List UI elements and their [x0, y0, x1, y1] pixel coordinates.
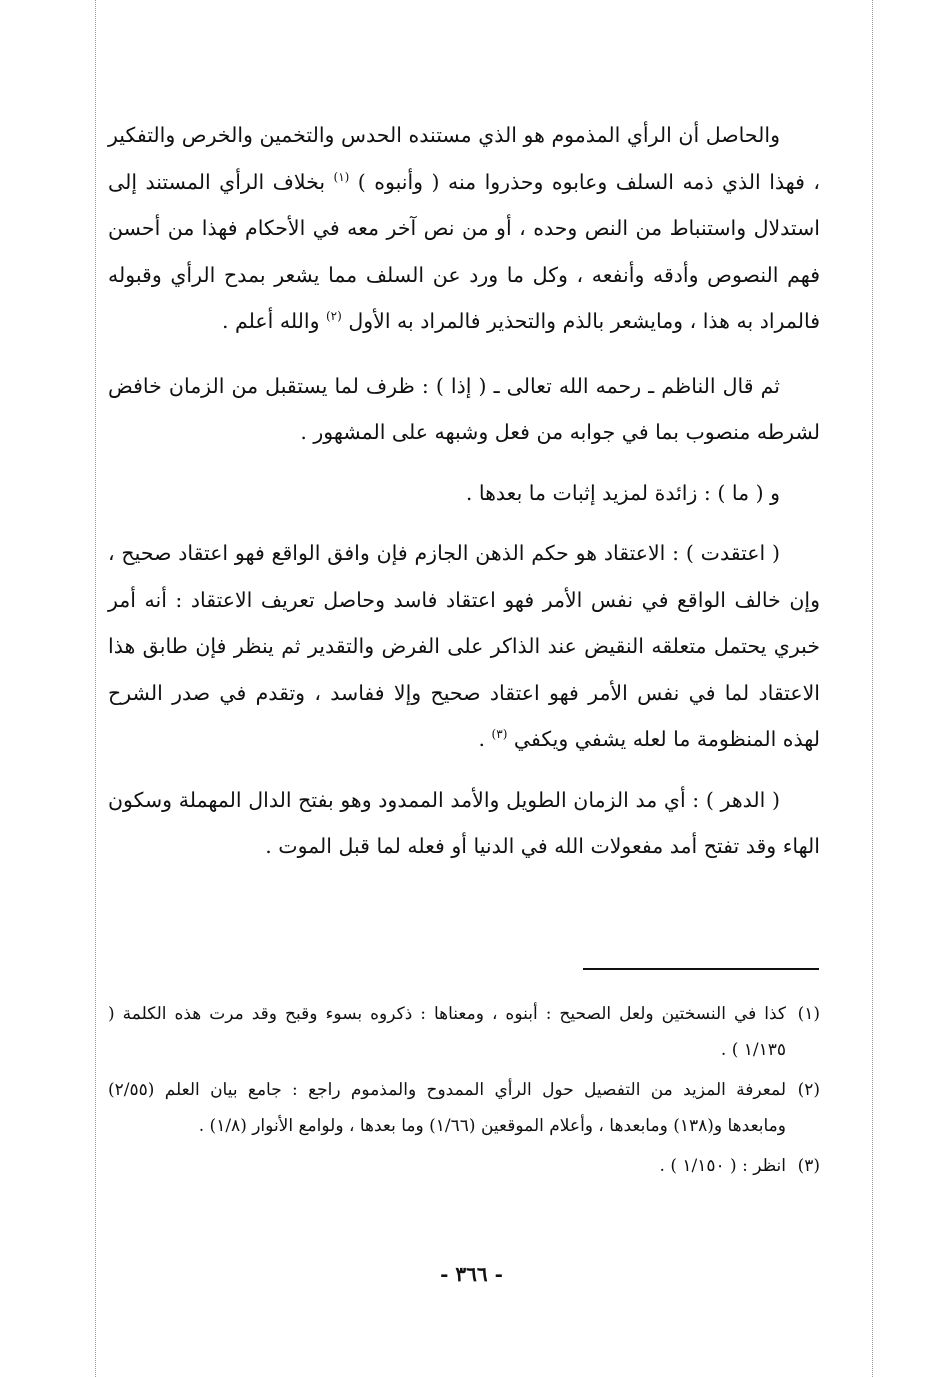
footnote-number: (١)	[797, 1004, 820, 1024]
footnote-ref-2: (٢)	[325, 309, 342, 324]
footnote-item	[108, 1072, 820, 1144]
footnote-number: (٣)	[797, 1156, 820, 1176]
footnote-number: (٢)	[797, 1080, 820, 1100]
footnote-item	[108, 996, 820, 1068]
paragraph-text: والحاصل أن الرأي المذموم هو الذي مستنده الحدس والتخمين والخرص والتفكير ، فهذا الذي ذمه السلف وعابوه وحذروا منه ( وأنبوه )	[108, 123, 820, 194]
footnote-text: لمعرفة المزيد من التفصيل حول الرأي الممدوح والمذموم راجع : جامع بيان العلم (٢/٥٥) ومابعدها و(١٣٨) ومابعدها ، وأعلام الموقعين (١/٦٦) وما بعدها ، ولوامع الأنوار (١/٨) .	[108, 1080, 786, 1136]
main-text	[108, 112, 820, 870]
left-margin-guide	[95, 0, 96, 1377]
paragraph-text: بخلاف الرأي المستند إلى استدلال واستنباط من النص وحده ، أو من نص آخر معه في الأحكام فهذا من أحسن فهم النصوص وأدقه وأنفعه ، وكل ما ورد عن السلف مما يشعر بمدح الرأي وقبوله فالمراد به هذا ، ومايشعر بالذم والتحذير فالمراد به الأول	[108, 169, 820, 333]
paragraph-itiqad	[108, 530, 820, 763]
footnote-item	[108, 1148, 820, 1184]
footnotes	[108, 996, 820, 1188]
paragraph-text: والله أعلم .	[221, 309, 326, 333]
paragraph-reasoning	[108, 112, 820, 345]
paragraph-text: .	[478, 727, 492, 751]
footnote-ref-3: (٣)	[491, 727, 508, 742]
paragraph-ma: و ( ما ) : زائدة لمزيد إثبات ما بعدها .	[465, 480, 780, 505]
page-number: - ٣٦٦ -	[440, 1262, 503, 1286]
paragraph-text: ( اعتقدت ) : الاعتقاد هو حكم الذهن الجازم فإن وافق الواقع فهو اعتقاد صحيح ، وإن خالف الواقع في نفس الأمر فهو اعتقاد فاسد وحاصل تعريف الاعتقاد : أنه أمر خبري يحتمل متعلقه النقيض عند الذاكر على الفرض والتقدير ثم ينظر فإن طابق هذا الاعتقاد لما في نفس الأمر فهو اعتقاد صحيح وإلا ففاسد ، وتقدم في صدر الشرح لهذه المنظومة ما لعله يشفي ويكفي	[108, 541, 820, 751]
paragraph-idha: ثم قال الناظم ـ رحمه الله تعالى ـ ( إذا ) : ظرف لما يستقبل من الزمان خافض لشرطه منصوب بما في جوابه من فعل وشبهه على المشهور .	[108, 373, 820, 444]
footnote-separator	[583, 968, 819, 970]
right-margin-guide	[872, 0, 873, 1377]
paragraph-dahr: ( الدهر ) : أي مد الزمان الطويل والأمد الممدود وهو بفتح الدال المهملة وسكون الهاء وقد تفتح أمد مفعولات الله في الدنيا أو فعله لما قبل الموت .	[108, 787, 820, 858]
footnote-text: كذا في النسختين ولعل الصحيح : أبنوه ، ومعناها : ذكروه بسوء وقبح وقد مرت هذه الكلمة ( ١/١٣٥ ) .	[108, 1004, 786, 1060]
footnote-text: انظر : ( ١/١٥٠ ) .	[659, 1156, 786, 1176]
footnote-ref-1: (١)	[333, 169, 350, 184]
